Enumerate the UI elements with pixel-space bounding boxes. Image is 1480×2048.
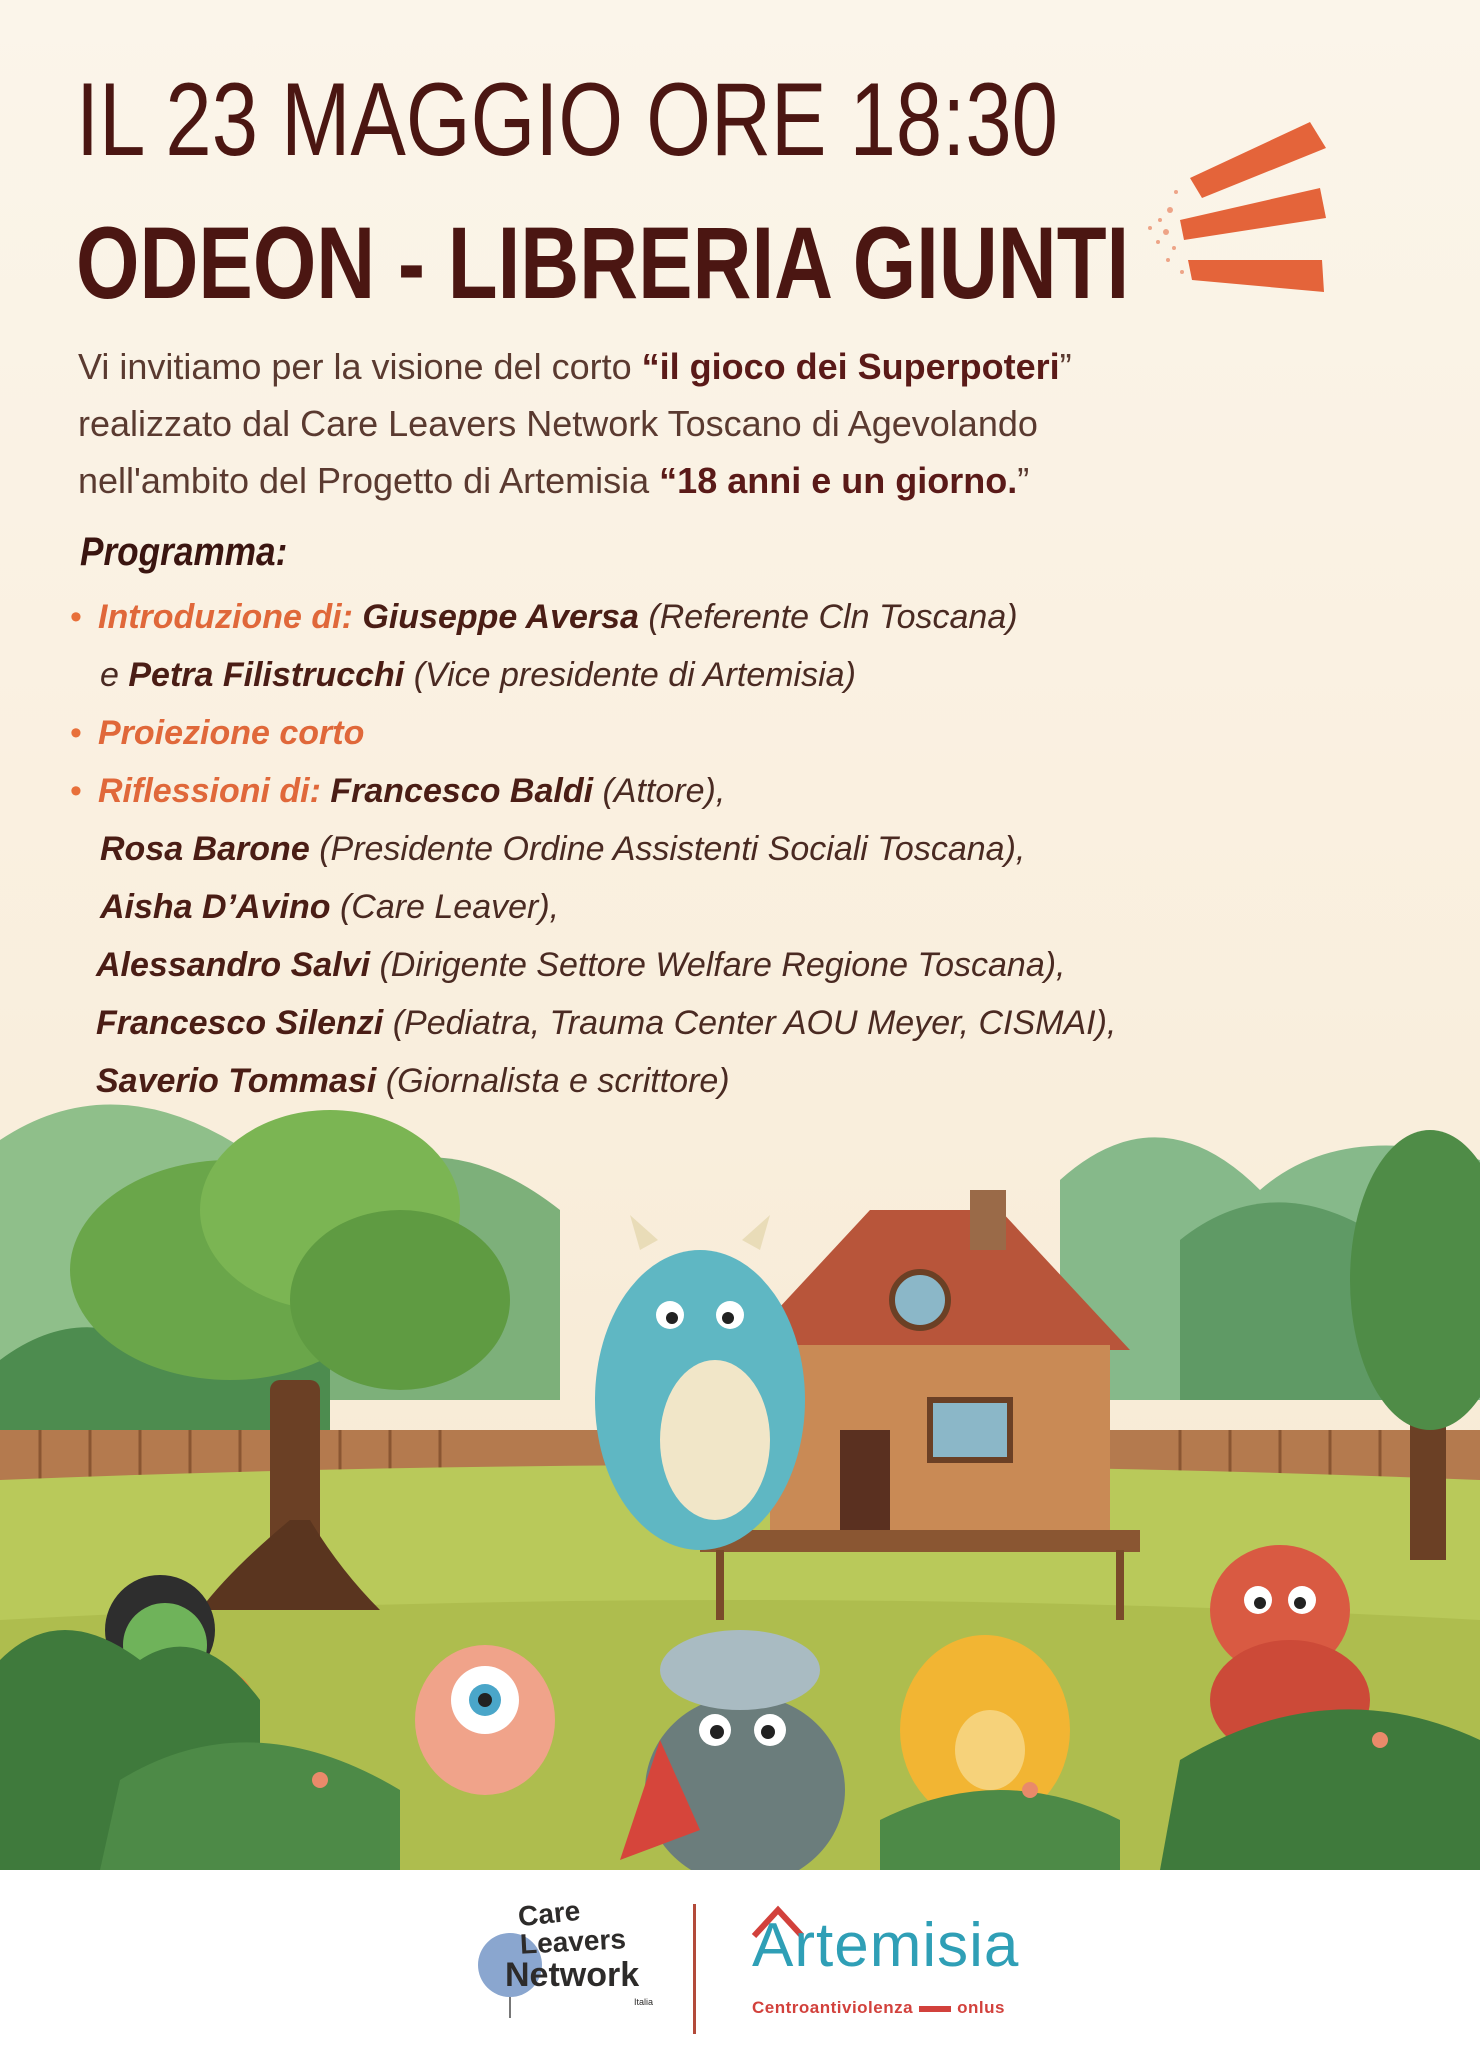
invitation-line-1 bbox=[78, 338, 1258, 395]
program-item-label: Proiezione corto bbox=[98, 714, 365, 752]
program-heading: Programma: bbox=[80, 530, 288, 574]
tagline-dash bbox=[919, 2006, 951, 2012]
conjunction-text: e bbox=[100, 656, 119, 694]
bullet-icon: • bbox=[70, 598, 82, 636]
event-venue: ODEON - LIBRERIA GIUNTI bbox=[76, 206, 1130, 320]
artemisia-wordmark: Artemisia bbox=[752, 1911, 1020, 1980]
speaker-name: Francesco Silenzi bbox=[96, 1004, 384, 1042]
program-item-introduction-continued bbox=[70, 646, 1116, 704]
program-item-label: Introduzione di: bbox=[98, 598, 353, 636]
invitation-text-part: nell'ambito del Progetto di Artemisia bbox=[78, 460, 660, 501]
speaker-name: Petra Filistrucchi bbox=[128, 656, 405, 694]
logo-text: Care bbox=[516, 1894, 582, 1933]
speaker-row bbox=[70, 820, 1116, 878]
program-item-introduction bbox=[70, 588, 1116, 646]
tagline-text: onlus bbox=[957, 1998, 1005, 2017]
bullet-icon: • bbox=[70, 714, 82, 752]
speaker-role: (Vice presidente di Artemisia) bbox=[413, 656, 856, 694]
program-item-projection bbox=[70, 704, 1116, 762]
invitation-line-3 bbox=[78, 452, 1258, 509]
event-date-time: IL 23 MAGGIO ORE 18:30 bbox=[76, 62, 1058, 178]
project-title: “18 anni e un giorno. bbox=[659, 460, 1018, 501]
speaker-name: Saverio Tommasi bbox=[96, 1062, 377, 1100]
speaker-row bbox=[70, 936, 1116, 994]
speaker-name: Aisha D’Avino bbox=[100, 888, 331, 926]
speaker-name: Alessandro Salvi bbox=[96, 946, 371, 984]
footer-logos bbox=[0, 1870, 1480, 2048]
logo-divider bbox=[693, 1904, 696, 2034]
illustration-monsters-house-scene bbox=[0, 1100, 1480, 1870]
speaker-role: (Care Leaver), bbox=[339, 888, 560, 926]
invitation-line-2: realizzato dal Care Leavers Network Toscano di Agevolando bbox=[78, 403, 1038, 444]
logo-text: Italia bbox=[634, 1997, 654, 2007]
speaker-name: Francesco Baldi bbox=[330, 772, 594, 810]
artemisia-logo bbox=[752, 1910, 1082, 2020]
logo-text: Leavers bbox=[519, 1923, 627, 1960]
logo-text: Network bbox=[505, 1956, 640, 1994]
program-item-reflections bbox=[70, 762, 1116, 820]
speed-lines-decoration-icon bbox=[1130, 100, 1330, 310]
artemisia-tagline bbox=[752, 1998, 1005, 2018]
speaker-role: (Referente Cln Toscana) bbox=[648, 598, 1018, 636]
program-item-label: Riflessioni di: bbox=[98, 772, 321, 810]
invitation-text-part: ” bbox=[1017, 460, 1030, 501]
speaker-role: (Attore), bbox=[602, 772, 726, 810]
speaker-role: (Dirigente Settore Welfare Regione Toscana), bbox=[379, 946, 1066, 984]
speaker-name: Giuseppe Aversa bbox=[362, 598, 639, 636]
speaker-row bbox=[70, 994, 1116, 1052]
speaker-name: Rosa Barone bbox=[100, 830, 310, 868]
invitation-text bbox=[78, 338, 1258, 509]
care-leavers-network-logo bbox=[470, 1894, 670, 2040]
tagline-text: Centroantiviolenza bbox=[752, 1998, 914, 2017]
speaker-row bbox=[70, 878, 1116, 936]
invitation-text-part: ” bbox=[1059, 346, 1072, 387]
speaker-role: (Pediatra, Trauma Center AOU Meyer, CISMAI), bbox=[392, 1004, 1117, 1042]
bullet-icon: • bbox=[70, 772, 82, 810]
speaker-role: (Presidente Ordine Assistenti Sociali Toscana), bbox=[319, 830, 1026, 868]
program-list bbox=[70, 588, 1116, 1110]
film-title: “il gioco dei Superpoteri bbox=[641, 346, 1060, 387]
invitation-text-part: Vi invitiamo per la visione del corto bbox=[78, 346, 642, 387]
speaker-role: (Giornalista e scrittore) bbox=[385, 1062, 730, 1100]
